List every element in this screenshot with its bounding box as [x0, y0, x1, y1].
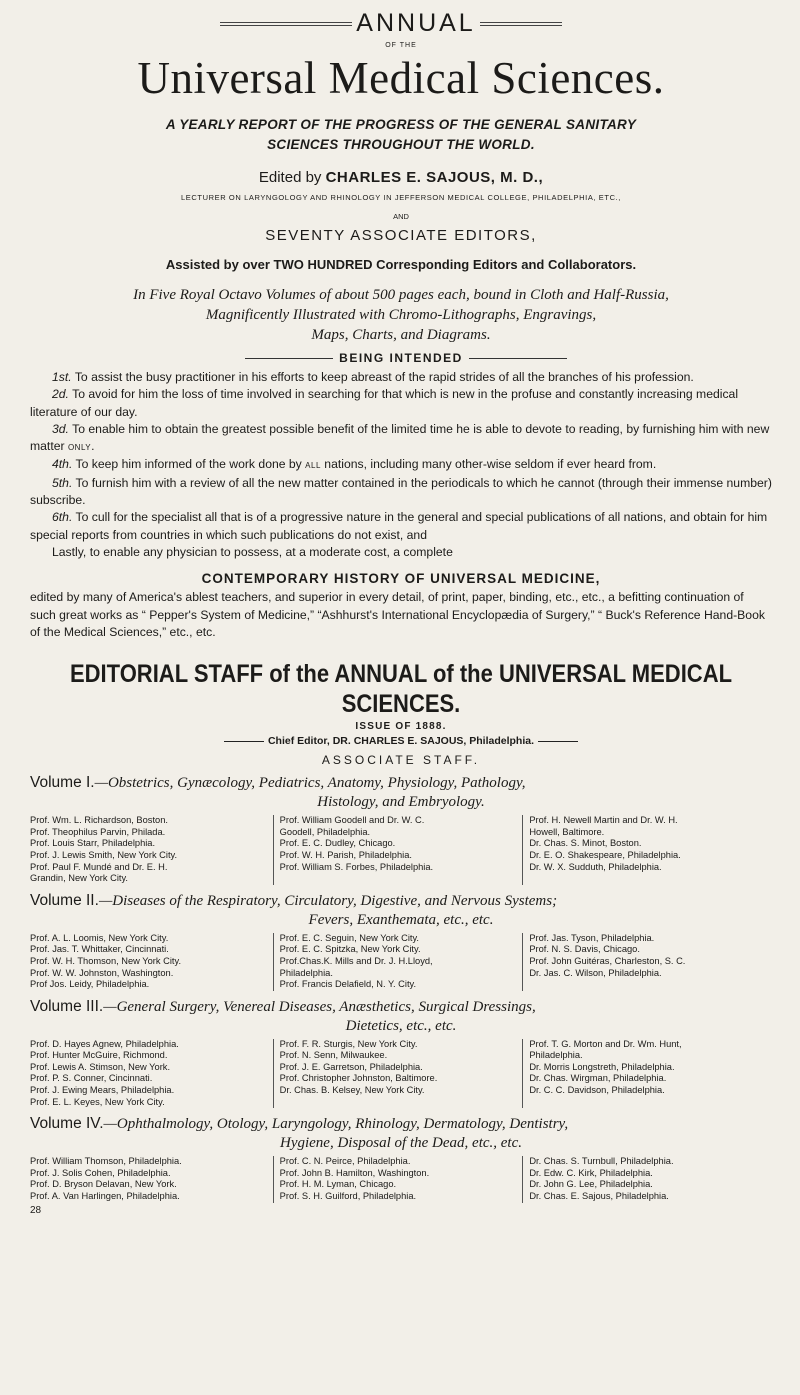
- issue-label: ISSUE OF 1888.: [355, 721, 447, 733]
- contributor-column: Prof. E. C. Seguin, New York City. Prof. E. C. Spitzka, New York City. Prof.Chas.K. Mills and Dr. J. H.Lloyd, Philadelphia. Prof. Francis Delafield, N. Y. City.: [273, 933, 523, 991]
- contemporary-history-heading: CONTEMPORARY HISTORY OF UNIVERSAL MEDICINE,: [201, 571, 601, 587]
- purpose-item: 5th. To furnish him with a review of all the new matter contained in the periodicals to which he cannot (through their immense number) subscribe.: [30, 475, 772, 508]
- page-title: Universal Medical Sciences.: [137, 53, 665, 103]
- contributor-column: Prof. William Goodell and Dr. W. C. Goodell, Philadelphia. Prof. E. C. Dudley, Chicago. Prof. W. H. Parish, Philadelphia. Prof. William S. Forbes, Philadelphia.: [273, 815, 523, 885]
- contributor-column: Dr. Chas. S. Turnbull, Philadelphia. Dr. Edw. C. Kirk, Philadelphia. Dr. John G. Lee, Philadelphia. Dr. Chas. E. Sajous, Philadelphia.: [522, 1156, 772, 1202]
- editor-affiliation: LECTURER ON LARYNGOLOGY AND RHINOLOGY IN JEFFERSON MEDICAL COLLEGE, PHILADELPHIA, ETC.,: [181, 193, 621, 202]
- contributor-column: Prof. Wm. L. Richardson, Boston. Prof. Theophilus Parvin, Philada. Prof. Louis Starr, Philadelphia. Prof. J. Lewis Smith, New York City. Prof. Paul F. Mundé and Dr. E. H. Grandin, New York City.: [30, 815, 178, 884]
- contributor-column: Prof. D. Hayes Agnew, Philadelphia. Prof. Hunter McGuire, Richmond. Prof. Lewis A. Stimson, New York. Prof. P. S. Conner, Cincinnati. Prof. J. Ewing Mears, Philadelphia. Prof. E. L. Keyes, New York City.: [30, 1038, 179, 1107]
- purpose-item: 2d. To avoid for him the loss of time involved in searching for that which is new in the profuse and constantly increasing medical literature of our day.: [30, 387, 739, 419]
- annual-heading: ANNUAL: [150, 8, 682, 38]
- purpose-item: Lastly, to enable any physician to possess, at a moderate cost, a complete: [52, 544, 453, 559]
- being-intended-heading: BEING INTENDED: [30, 351, 772, 365]
- associate-staff-heading: ASSOCIATE STAFF.: [321, 753, 481, 768]
- volume-section: Volume I.—Obstetrics, Gynæcology, Pediatrics, Anatomy, Physiology, Pathology, Histology, and Embryology. Prof. Wm. L. Richardson, Boston. Prof. Theophilus Parvin, Philada. Prof. Louis Starr, Philadelphia. Prof. J. Lewis Smith, New York City. Prof. Paul F. Mundé and Dr. E. H. Grandin, New York City. Prof. William Goodell and Dr. W. C. Goodell, Philadelphia. Prof. E. C. Dudley, Chicago. Prof. W. H. Parish, Philadelphia. Prof. William S. Forbes, Philadelphia. Prof. H. Newell Martin and Dr. W. H. Howell, Baltimore. Dr. Chas. S. Minot, Boston. Dr. E. O. Shakespeare, Philadelphia. Dr. W. X. Sudduth, Philadelphia.: [30, 773, 772, 885]
- continuation-paragraph: edited by many of America's ablest teachers, and superior in every detail, of print, paper, binding, etc., etc., a befitting continuation of such great works as “ Pepper's System of Medicine,” “Ashhurst's International Encyclopædia of Surgery,” “ Buck's Reference Hand-Book of the Medical Sciences,” etc., etc.: [30, 590, 765, 639]
- volume-section: Volume II.—Diseases of the Respiratory, Circulatory, Digestive, and Nervous Systems; Fevers, Exanthemata, etc., etc. Prof. A. L. Loomis, New York City. Prof. Jas. T. Whittaker, Cincinnati. Prof. W. H. Thomson, New York City. Prof. W. W. Johnston, Washington. Prof Jos. Leidy, Philadelphia. Prof. E. C. Seguin, New York City. Prof. E. C. Spitzka, New York City. Prof.Chas.K. Mills and Dr. J. H.Lloyd, Philadelphia. Prof. Francis Delafield, N. Y. City. Prof. Jas. Tyson, Philadelphia. Prof. N. S. Davis, Chicago. Prof. John Guitéras, Charleston, S. C. Dr. Jas. C. Wilson, Philadelphia.: [30, 891, 772, 991]
- edited-by: Edited by CHARLES E. SAJOUS, M. D.,: [258, 169, 544, 186]
- and-label: AND: [393, 212, 409, 221]
- contributor-column: Prof. A. L. Loomis, New York City. Prof. Jas. T. Whittaker, Cincinnati. Prof. W. H. Thomson, New York City. Prof. W. W. Johnston, Washington. Prof Jos. Leidy, Philadelphia.: [30, 932, 182, 990]
- editor-name: CHARLES E. SAJOUS, M. D.,: [325, 169, 544, 186]
- contributor-column: Prof. C. N. Peirce, Philadelphia. Prof. John B. Hamilton, Washington. Prof. H. M. Lyman, Chicago. Prof. S. H. Guilford, Philadelphia.: [273, 1156, 523, 1202]
- editorial-staff-heading: EDITORIAL STAFF of the ANNUAL of the UNIVERSAL MEDICAL SCIENCES.: [69, 659, 733, 718]
- volume-section: Volume III.—General Surgery, Venereal Diseases, Anæsthetics, Surgical Dressings, Dietetics, etc., etc. Prof. D. Hayes Agnew, Philadelphia. Prof. Hunter McGuire, Richmond. Prof. Lewis A. Stimson, New York. Prof. P. S. Conner, Cincinnati. Prof. J. Ewing Mears, Philadelphia. Prof. E. L. Keyes, New York City. Prof. F. R. Sturgis, New York City. Prof. N. Senn, Milwaukee. Prof. J. E. Garretson, Philadelphia. Prof. Christopher Johnston, Baltimore. Dr. Chas. B. Kelsey, New York City. Prof. T. G. Morton and Dr. Wm. Hunt, Philadelphia. Dr. Morris Longstreth, Philadelphia. Dr. Chas. Wirgman, Philadelphia. Dr. C. C. Davidson, Philadelphia.: [30, 997, 772, 1109]
- page-number: 28: [30, 1204, 42, 1216]
- purpose-item: 3d. To enable him to obtain the greatest possible benefit of the limited time he is able to devote to reading, by furnishing him with new matter only.: [30, 421, 770, 454]
- purposes-list: [30, 369, 772, 561]
- collaborators-line: Assisted by over TWO HUNDRED Corresponding Editors and Collaborators.: [165, 257, 637, 272]
- volume-section: Volume IV.—Ophthalmology, Otology, Laryngology, Rhinology, Dermatology, Dentistry, Hygiene, Disposal of the Dead, etc., etc. Prof. William Thomson, Philadelphia. Prof. J. Solis Cohen, Philadelphia. Prof. D. Bryson Delavan, New York. Prof. A. Van Harlingen, Philadelphia. Prof. C. N. Peirce, Philadelphia. Prof. John B. Hamilton, Washington. Prof. H. M. Lyman, Chicago. Prof. S. H. Guilford, Philadelphia. Dr. Chas. S. Turnbull, Philadelphia. Dr. Edw. C. Kirk, Philadelphia. Dr. John G. Lee, Philadelphia. Dr. Chas. E. Sajous, Philadelphia.: [30, 1114, 772, 1202]
- contributor-column: Prof. T. G. Morton and Dr. Wm. Hunt, Philadelphia. Dr. Morris Longstreth, Philadelphia. Dr. Chas. Wirgman, Philadelphia. Dr. C. C. Davidson, Philadelphia.: [522, 1039, 772, 1109]
- chief-editor-line: Chief Editor, DR. CHARLES E. SAJOUS, Philadelphia.: [30, 735, 772, 747]
- contributor-column: Prof. Jas. Tyson, Philadelphia. Prof. N. S. Davis, Chicago. Prof. John Guitéras, Charleston, S. C. Dr. Jas. C. Wilson, Philadelphia.: [522, 933, 772, 991]
- contributor-column: Prof. H. Newell Martin and Dr. W. H. Howell, Baltimore. Dr. Chas. S. Minot, Boston. Dr. E. O. Shakespeare, Philadelphia. Dr. W. X. Sudduth, Philadelphia.: [522, 815, 772, 885]
- subtitle: A YEARLY REPORT OF THE PROGRESS OF THE GENERAL SANITARY SCIENCES THROUGHOUT THE WORLD.: [165, 117, 637, 152]
- purpose-item: 6th. To cull for the specialist all that is of a progressive nature in the general and special publications of all nations, and obtain for him special reports from countries in which such publications do not exist, and: [30, 510, 768, 542]
- purpose-item: 4th. To keep him informed of the work done by all nations, including many other-wise seldom if ever heard from.: [52, 457, 657, 472]
- of-the-label: OF THE: [385, 42, 417, 49]
- contributor-column: Prof. F. R. Sturgis, New York City. Prof. N. Senn, Milwaukee. Prof. J. E. Garretson, Philadelphia. Prof. Christopher Johnston, Baltimore. Dr. Chas. B. Kelsey, New York City.: [273, 1039, 523, 1109]
- volumes-description: In Five Royal Octavo Volumes of about 500 pages each, bound in Cloth and Half-Russia, Magnificently Illustrated with Chromo-Lithographs, Engravings, Maps, Charts, and Diagrams.: [133, 287, 669, 343]
- contributor-column: Prof. William Thomson, Philadelphia. Prof. J. Solis Cohen, Philadelphia. Prof. D. Bryson Delavan, New York. Prof. A. Van Harlingen, Philadelphia.: [30, 1156, 182, 1202]
- purpose-item: 1st. To assist the busy practitioner in his efforts to keep abreast of the rapid strides of all the branches of his profession.: [52, 370, 694, 384]
- associate-editors-count: SEVENTY ASSOCIATE EDITORS,: [265, 227, 537, 244]
